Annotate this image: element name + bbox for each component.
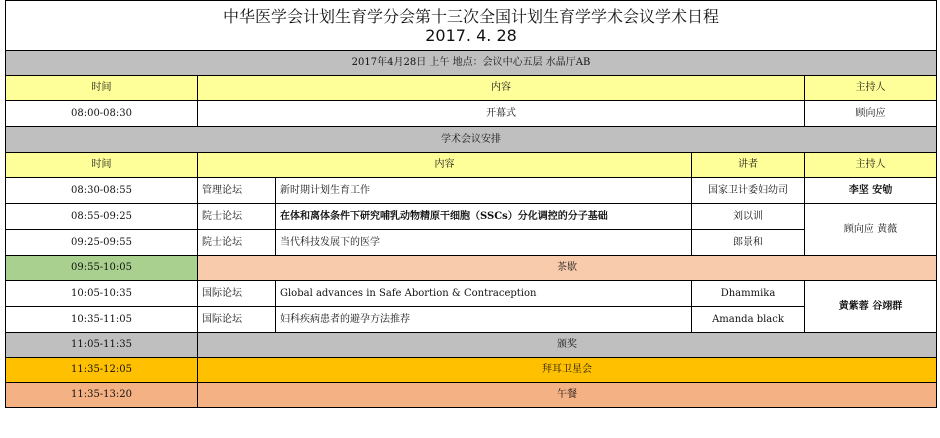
row-speaker: Dhammika [692,281,805,307]
award-time: 11:05-11:35 [6,333,198,358]
row-topic: Global advances in Safe Abortion & Contraception [276,281,692,307]
header-time: 时间 [6,76,198,101]
header2-speaker: 讲者 [692,153,805,178]
table-row [6,281,937,307]
header-content: 内容 [198,76,805,101]
bayer-row [6,358,937,383]
session-info-row [6,51,937,76]
award-content: 颁奖 [198,333,937,358]
row-topic: 当代科技发展下的医学 [276,230,692,256]
lunch-time: 11:35-13:20 [6,383,198,408]
row-category: 国际论坛 [198,281,276,307]
table-row [6,178,937,204]
row-category: 院士论坛 [198,204,276,230]
host-block-1: 李坚 安劬 [805,178,937,204]
row-speaker: 国家卫计委妇幼司 [692,178,805,204]
host-block-2: 顾向应 黄薇 [805,204,937,256]
row-time: 10:35-11:05 [6,307,198,333]
row-category: 院士论坛 [198,230,276,256]
session-info: 2017年4月28日 上午 地点：会议中心五层 水晶厅AB [6,51,937,76]
row-speaker: 刘以训 [692,204,805,230]
row-time: 10:05-10:35 [6,281,198,307]
title-line-2: 2017. 4. 28 [425,25,517,45]
row-time: 08:30-08:55 [6,178,198,204]
lunch-row [6,383,937,408]
tea-break-row [6,256,937,281]
academic-section-title: 学术会议安排 [6,127,937,153]
table-row [6,204,937,230]
schedule-sheet [5,0,936,408]
header2-host: 主持人 [805,153,937,178]
title-line-1: 中华医学会计划生育学分会第十三次全国计划生育学学术会议学术日程 [223,6,720,26]
row-topic: 在体和离体条件下研究哺乳动物精原干细胞（SSCs）分化调控的分子基础 [276,204,692,230]
row-topic: 新时期计划生育工作 [276,178,692,204]
header-row-2 [6,153,937,178]
opening-content: 开幕式 [198,101,805,127]
row-topic: 妇科疾病患者的避孕方法推荐 [276,307,692,333]
tea-break-time: 09:55-10:05 [6,256,198,281]
row-time: 09:25-09:55 [6,230,198,256]
opening-host: 顾向应 [805,101,937,127]
academic-section-row [6,127,937,153]
row-category: 国际论坛 [198,307,276,333]
opening-time: 08:00-08:30 [6,101,198,127]
host-block-3: 黄紫蓉 谷翊群 [805,281,937,333]
title-row [6,1,937,51]
table-row [6,230,937,256]
page-title [6,1,937,51]
header-host: 主持人 [805,76,937,101]
row-speaker: 郎景和 [692,230,805,256]
tea-break-content: 茶歇 [198,256,937,281]
row-speaker: Amanda black [692,307,805,333]
row-time: 08:55-09:25 [6,204,198,230]
schedule-table [5,0,937,408]
table-row [6,307,937,333]
row-category: 管理论坛 [198,178,276,204]
header2-content: 内容 [198,153,692,178]
award-row [6,333,937,358]
opening-row [6,101,937,127]
bayer-time: 11:35-12:05 [6,358,198,383]
lunch-content: 午餐 [198,383,937,408]
header-row-1 [6,76,937,101]
header2-time: 时间 [6,153,198,178]
bayer-content: 拜耳卫星会 [198,358,937,383]
